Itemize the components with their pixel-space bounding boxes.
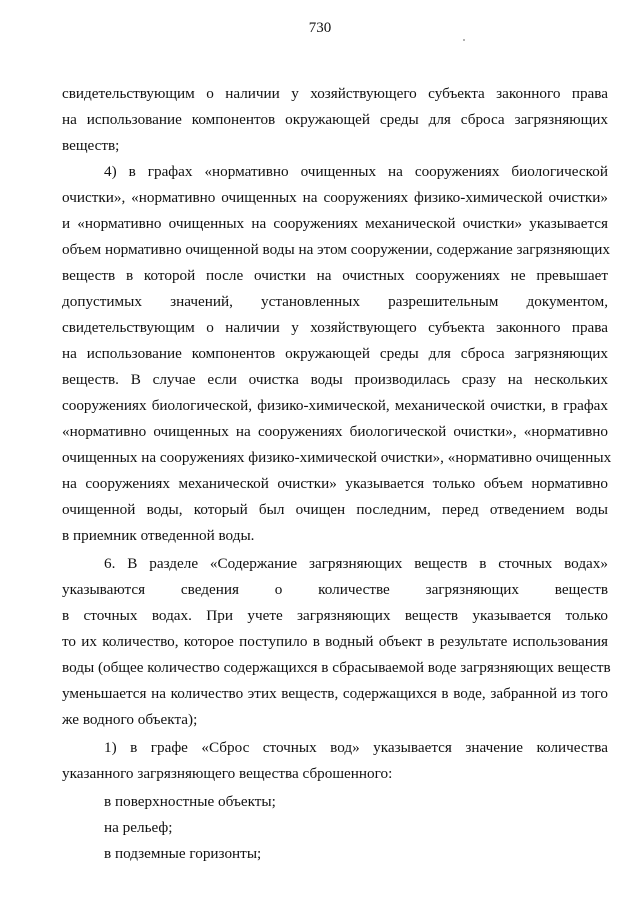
text-line: сооружениях биологической, физико-химической, механической очистки, в графах: [62, 397, 608, 414]
text-line: очищенных на сооружениях физико-химической очистки», «нормативно очищенных: [62, 449, 612, 466]
text-line: то их количество, которое поступило в водный объект в результате использования: [62, 633, 608, 650]
text-line: 4) в графах «нормативно очищенных на сооружениях биологической: [104, 163, 608, 180]
page-number: 730: [308, 20, 332, 36]
text-line: 1) в графе «Сброс сточных вод» указывается значение количества: [104, 739, 608, 756]
text-line: в приемник отведенной воды.: [62, 527, 255, 544]
text-line: в поверхностные объекты;: [104, 793, 276, 810]
text-line: и «нормативно очищенных на сооружениях механической очистки» указывается: [62, 215, 608, 232]
text-line: воды (общее количество содержащихся в сбрасываемой воде загрязняющих веществ: [62, 659, 611, 676]
text-line: на использование компонентов окружающей среды для сброса загрязняющих: [62, 345, 608, 362]
text-line: указываются сведения о количестве загрязняющих веществ: [62, 581, 608, 598]
scan-artifact: [463, 39, 465, 41]
text-line: уменьшается на количество этих веществ, содержащихся в воде, забранной из того: [62, 685, 608, 702]
text-line: 6. В разделе «Содержание загрязняющих веществ в сточных водах»: [104, 555, 608, 572]
text-line: свидетельствующим о наличии у хозяйствующего субъекта законного права: [62, 85, 608, 102]
text-line: свидетельствующим о наличии у хозяйствующего субъекта законного права: [62, 319, 608, 336]
text-line: объем нормативно очищенной воды на этом сооружении, содержание загрязняющих: [62, 241, 610, 258]
text-line: в сточных водах. При учете загрязняющих веществ указывается только: [62, 607, 608, 624]
text-line: допустимых значений, установленных разрешительным документом,: [62, 293, 608, 310]
text-line: «нормативно очищенных на сооружениях биологической очистки», «нормативно: [62, 423, 608, 440]
text-line: веществ;: [62, 137, 120, 154]
text-line: очистки», «нормативно очищенных на сооружениях физико-химической очистки»: [62, 189, 608, 206]
text-line: на сооружениях механической очистки» указывается только объем нормативно: [62, 475, 608, 492]
text-line: на использование компонентов окружающей среды для сброса загрязняющих: [62, 111, 608, 128]
text-line: на рельеф;: [104, 819, 173, 836]
text-line: же водного объекта);: [62, 711, 198, 728]
text-line: веществ. В случае если очистка воды производилась сразу на нескольких: [62, 371, 608, 388]
text-line: очищенной воды, который был очищен последним, перед отведением воды: [62, 501, 608, 518]
text-line: в подземные горизонты;: [104, 845, 262, 862]
text-line: веществ в которой после очистки на очистных сооружениях не превышает: [62, 267, 608, 284]
text-line: указанного загрязняющего вещества сброшенного:: [62, 765, 393, 782]
